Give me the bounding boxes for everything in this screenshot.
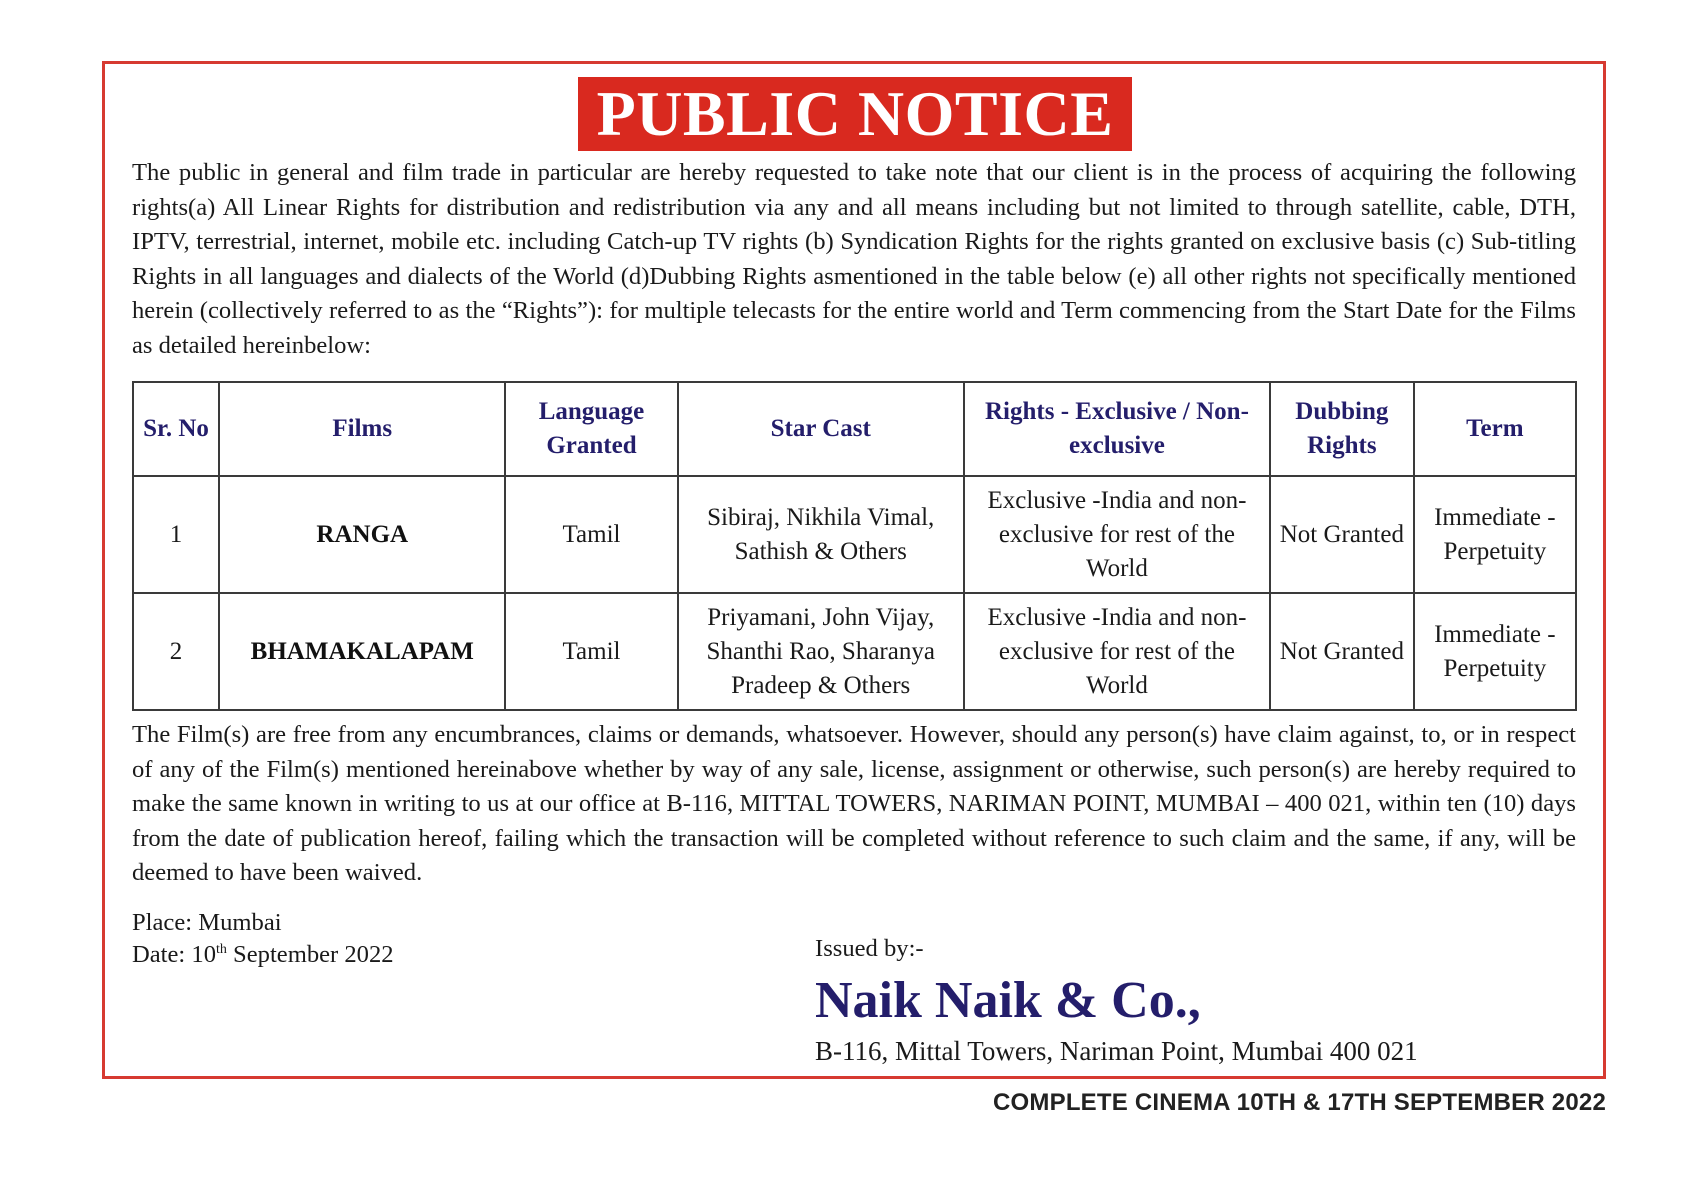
header-films: Films [219,382,505,476]
date-line [132,939,394,971]
publication-footer: COMPLETE CINEMA 10TH & 17TH SEPTEMBER 2022 [993,1089,1606,1116]
claims-paragraph: The Film(s) are free from any encumbrances, claims or demands, whatsoever. However, should any person(s) have claim against, to, or in respect of any of the Film(s) mentioned hereinabove whether by way of any sale, license, assignment or otherwise, such person(s) are hereby required to make the same known in writing to us at our office at B-116, MITTAL TOWERS, NARIMAN POINT, MUMBAI – 400 021, within ten (10) days from the date of publication hereof, failing which the transaction will be completed without reference to such claim and the same, if any, will be deemed to have been waived. [132,721,1576,887]
cell-rights: Exclusive -India and non-exclusive for rest of the World [964,593,1270,710]
cell-term: Immediate - Perpetuity [1414,593,1576,710]
header-sr-no: Sr. No [133,382,219,476]
place-line: Place: Mumbai [132,909,282,936]
header-rights: Rights - Exclusive / Non-exclusive [964,382,1270,476]
cell-language: Tamil [505,593,677,710]
cell-language: Tamil [505,476,677,593]
cell-sr-no: 1 [133,476,219,593]
cell-term: Immediate - Perpetuity [1414,476,1576,593]
date-prefix: Date: 10 [132,941,217,968]
table-header-row [133,382,1576,476]
cell-dubbing: Not Granted [1270,593,1414,710]
films-table [132,381,1577,711]
notice-title: PUBLIC NOTICE [578,77,1132,151]
cell-dubbing: Not Granted [1270,476,1414,593]
intro-paragraph: The public in general and film trade in particular are hereby requested to take note that our client is in the process of acquiring the following rights(a) All Linear Rights for distribution and redistribution via any and all means including but not limited to through satellite, cable, DTH, IPTV, terrestrial, internet, mobile etc. including Catch-up TV rights (b) Syndication Rights for the rights granted on exclusive basis (c) Sub-titling Rights in all languages and dialects of the World (d)Dubbing Rights asmentioned in the table below (e) all other rights not specifically mentioned herein (collectively referred to as the “Rights”): for multiple telecasts for the entire world and Term commencing from the Start Date for the Films as detailed hereinbelow: [132,159,1576,359]
header-term: Term [1414,382,1576,476]
cell-film: BHAMAKALAPAM [219,593,505,710]
place-date-block [132,907,394,971]
issued-by-label: Issued by:- [815,935,924,962]
cell-star-cast: Priyamani, John Vijay, Shanthi Rao, Sharanya Pradeep & Others [678,593,964,710]
header-language: Language Granted [505,382,677,476]
table-row [133,593,1576,710]
table-row [133,476,1576,593]
date-superscript: th [216,941,227,957]
header-dubbing: Dubbing Rights [1270,382,1414,476]
firm-address: B-116, Mittal Towers, Nariman Point, Mumbai 400 021 [815,1036,1418,1066]
cell-sr-no: 2 [133,593,219,710]
cell-rights: Exclusive -India and non-exclusive for rest of the World [964,476,1270,593]
header-star-cast: Star Cast [678,382,964,476]
firm-name: Naik Naik & Co., [815,972,1201,1029]
cell-film: RANGA [219,476,505,593]
cell-star-cast: Sibiraj, Nikhila Vimal, Sathish & Others [678,476,964,593]
date-suffix: September 2022 [226,941,394,968]
